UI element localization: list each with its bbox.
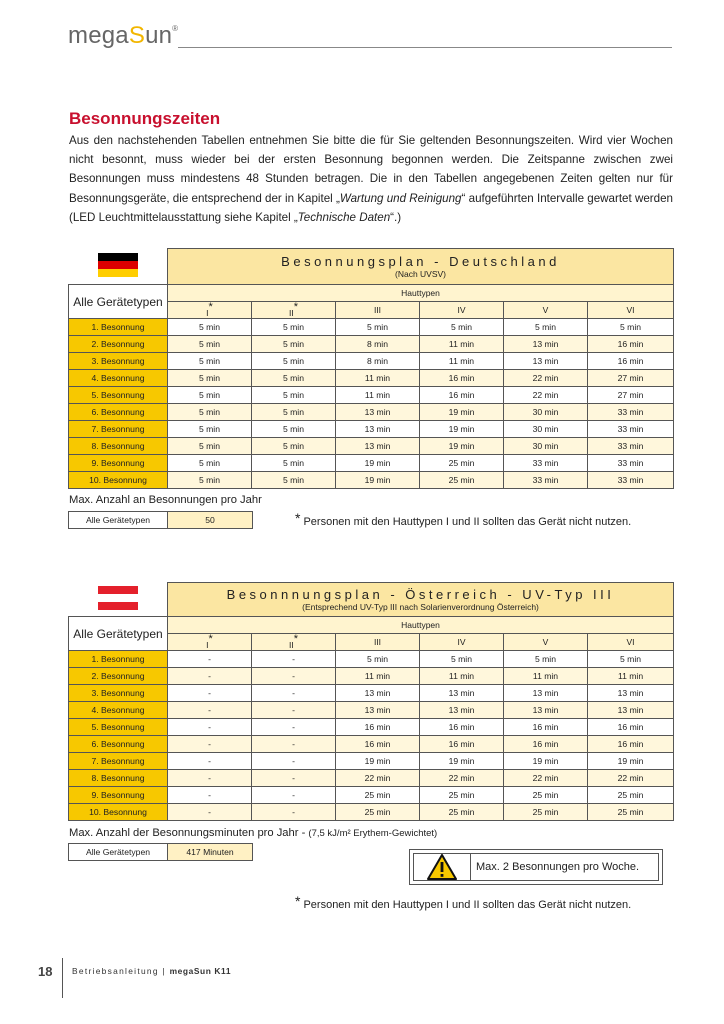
time-cell: 13 min bbox=[504, 353, 588, 370]
hauttyp-label: I bbox=[206, 307, 209, 318]
time-cell: 16 min bbox=[420, 370, 504, 387]
table-row bbox=[69, 702, 674, 719]
time-cell: - bbox=[252, 719, 336, 736]
footnote-star: * bbox=[295, 510, 301, 526]
time-cell: 5 min bbox=[168, 404, 252, 421]
table-subtitle: (Entsprechend UV-Typ III nach Solarienverordnung Österreich) bbox=[302, 602, 539, 612]
besonnung-label: 10. Besonnung bbox=[69, 472, 168, 489]
time-cell: 33 min bbox=[504, 472, 588, 489]
intro-text-3: “.) bbox=[390, 210, 402, 224]
time-cell: 5 min bbox=[252, 404, 336, 421]
logo-reg-mark: ® bbox=[172, 24, 179, 33]
summary-table-at bbox=[68, 843, 253, 861]
table-row bbox=[69, 336, 674, 353]
besonnung-label: 5. Besonnung bbox=[69, 719, 168, 736]
time-cell: 16 min bbox=[504, 736, 588, 753]
time-cell: 16 min bbox=[588, 353, 674, 370]
time-cell: 5 min bbox=[252, 336, 336, 353]
hauttypen-header: Hauttypen bbox=[168, 285, 674, 302]
time-cell: 5 min bbox=[504, 651, 588, 668]
time-cell: 19 min bbox=[588, 753, 674, 770]
time-cell: - bbox=[168, 787, 252, 804]
table-subtitle: (Nach UVSV) bbox=[395, 269, 447, 279]
time-cell: - bbox=[252, 753, 336, 770]
time-cell: 16 min bbox=[420, 719, 504, 736]
time-cell: 19 min bbox=[336, 472, 420, 489]
table-row bbox=[69, 472, 674, 489]
time-cell: 33 min bbox=[588, 438, 674, 455]
table-title-cell bbox=[168, 249, 674, 285]
time-cell: 5 min bbox=[252, 472, 336, 489]
time-cell: 11 min bbox=[336, 387, 420, 404]
table-row bbox=[69, 387, 674, 404]
time-cell: 5 min bbox=[588, 651, 674, 668]
time-cell: 16 min bbox=[588, 336, 674, 353]
table-body bbox=[69, 319, 674, 489]
time-cell: 33 min bbox=[588, 404, 674, 421]
time-cell: 25 min bbox=[420, 804, 504, 821]
table-row bbox=[69, 685, 674, 702]
time-cell: 30 min bbox=[504, 438, 588, 455]
table-deutschland bbox=[68, 248, 674, 489]
time-cell: 5 min bbox=[252, 387, 336, 404]
besonnung-label: 3. Besonnung bbox=[69, 353, 168, 370]
time-cell: 13 min bbox=[336, 421, 420, 438]
time-cell: 5 min bbox=[252, 421, 336, 438]
time-cell: 16 min bbox=[336, 736, 420, 753]
table-row bbox=[69, 753, 674, 770]
besonnung-label: 7. Besonnung bbox=[69, 421, 168, 438]
time-cell: - bbox=[168, 668, 252, 685]
hauttyp-header bbox=[168, 634, 252, 651]
time-cell: 16 min bbox=[588, 719, 674, 736]
time-cell: 25 min bbox=[336, 804, 420, 821]
time-cell: 11 min bbox=[420, 353, 504, 370]
hauttyp-label: II bbox=[288, 307, 294, 318]
time-cell: 5 min bbox=[168, 438, 252, 455]
besonnung-label: 6. Besonnung bbox=[69, 736, 168, 753]
hauttyp-label: VI bbox=[626, 637, 635, 647]
hauttyp-label: VI bbox=[626, 305, 635, 315]
time-cell: 13 min bbox=[420, 685, 504, 702]
megasun-logo bbox=[68, 22, 178, 50]
time-cell: - bbox=[168, 753, 252, 770]
time-cell: 27 min bbox=[588, 387, 674, 404]
table-row bbox=[69, 736, 674, 753]
table-row bbox=[69, 370, 674, 387]
table-row bbox=[69, 421, 674, 438]
time-cell: - bbox=[168, 651, 252, 668]
besonnung-label: 8. Besonnung bbox=[69, 770, 168, 787]
section-heading: Besonnungszeiten bbox=[69, 109, 221, 128]
time-cell: 19 min bbox=[504, 753, 588, 770]
besonnung-label: 9. Besonnung bbox=[69, 455, 168, 472]
table-body bbox=[69, 651, 674, 821]
time-cell: 13 min bbox=[420, 702, 504, 719]
intro-ref-wartung: Wartung und Reinigung bbox=[339, 191, 462, 205]
time-cell: 25 min bbox=[588, 804, 674, 821]
table-row bbox=[69, 455, 674, 472]
time-cell: 5 min bbox=[168, 421, 252, 438]
summary-label-unit: (7,5 kJ/m² Erythem-Gewichtet) bbox=[308, 828, 438, 839]
time-cell: 22 min bbox=[504, 770, 588, 787]
time-cell: 27 min bbox=[588, 370, 674, 387]
table-row bbox=[69, 438, 674, 455]
time-cell: 16 min bbox=[504, 719, 588, 736]
header-rule bbox=[178, 47, 672, 48]
summary-label-de: Max. Anzahl an Besonnungen pro Jahr bbox=[69, 494, 262, 506]
time-cell: 16 min bbox=[588, 736, 674, 753]
time-cell: 30 min bbox=[504, 404, 588, 421]
time-cell: - bbox=[252, 651, 336, 668]
time-cell: 8 min bbox=[336, 353, 420, 370]
time-cell: - bbox=[252, 736, 336, 753]
time-cell: 13 min bbox=[588, 702, 674, 719]
hauttyp-header bbox=[504, 302, 588, 319]
time-cell: 5 min bbox=[336, 651, 420, 668]
hauttyp-star: * bbox=[208, 632, 213, 645]
time-cell: 11 min bbox=[504, 668, 588, 685]
time-cell: 11 min bbox=[336, 370, 420, 387]
time-cell: 25 min bbox=[504, 787, 588, 804]
hauttyp-header bbox=[336, 302, 420, 319]
hauttyp-header bbox=[168, 302, 252, 319]
time-cell: 5 min bbox=[420, 651, 504, 668]
summary-label-at bbox=[69, 827, 437, 839]
hauttyp-header bbox=[588, 634, 674, 651]
besonnung-label: 4. Besonnung bbox=[69, 702, 168, 719]
austria-flag-icon bbox=[98, 586, 138, 610]
time-cell: - bbox=[252, 787, 336, 804]
time-cell: 25 min bbox=[420, 472, 504, 489]
hauttyp-label: IV bbox=[457, 637, 466, 647]
time-cell: 5 min bbox=[168, 455, 252, 472]
summary-table-de bbox=[68, 511, 253, 529]
time-cell: 5 min bbox=[168, 472, 252, 489]
intro-ref-technische-daten: Technische Daten bbox=[297, 210, 391, 224]
time-cell: 16 min bbox=[336, 719, 420, 736]
time-cell: 25 min bbox=[336, 787, 420, 804]
time-cell: 13 min bbox=[336, 438, 420, 455]
hauttyp-header bbox=[252, 302, 336, 319]
hauttyp-label: IV bbox=[457, 305, 466, 315]
table-row bbox=[69, 319, 674, 336]
time-cell: 19 min bbox=[336, 455, 420, 472]
footnote-star: * bbox=[295, 893, 301, 909]
footer-doc: Betriebsanleitung bbox=[72, 966, 159, 976]
logo-text-s: S bbox=[128, 22, 146, 49]
besonnung-label: 8. Besonnung bbox=[69, 438, 168, 455]
besonnung-label: 4. Besonnung bbox=[69, 370, 168, 387]
intro-text-2: “ aufgeführten Intervalle gewartet werden (LED Leuchtmittelausstattung siehe Kapitel „ bbox=[69, 191, 673, 224]
hauttyp-label: III bbox=[373, 637, 382, 647]
hauttyp-star: * bbox=[293, 632, 298, 645]
time-cell: 5 min bbox=[168, 336, 252, 353]
besonnung-label: 2. Besonnung bbox=[69, 336, 168, 353]
hauttyp-header bbox=[588, 302, 674, 319]
summary-value: 417 Minuten bbox=[168, 844, 253, 861]
time-cell: 5 min bbox=[252, 438, 336, 455]
besonnung-label: 1. Besonnung bbox=[69, 651, 168, 668]
footnote-text: Personen mit den Hauttypen I und II sollten das Gerät nicht nutzen. bbox=[303, 899, 632, 911]
time-cell: 5 min bbox=[168, 387, 252, 404]
hauttypen-header: Hauttypen bbox=[168, 617, 674, 634]
summary-label-main: Max. Anzahl der Besonnungsminuten pro Jahr - bbox=[69, 827, 309, 839]
summary-value: 50 bbox=[168, 512, 253, 529]
time-cell: 5 min bbox=[252, 455, 336, 472]
logo-text-mega: mega bbox=[68, 22, 129, 49]
time-cell: 22 min bbox=[504, 387, 588, 404]
time-cell: 25 min bbox=[420, 455, 504, 472]
time-cell: - bbox=[252, 770, 336, 787]
time-cell: 25 min bbox=[420, 787, 504, 804]
alle-geraetetypen-header: Alle Gerätetypen bbox=[69, 285, 168, 319]
time-cell: 19 min bbox=[420, 438, 504, 455]
time-cell: - bbox=[252, 804, 336, 821]
time-cell: 13 min bbox=[504, 685, 588, 702]
time-cell: 13 min bbox=[588, 685, 674, 702]
logo-text-un: un bbox=[145, 22, 173, 49]
time-cell: 25 min bbox=[588, 787, 674, 804]
time-cell: 5 min bbox=[252, 319, 336, 336]
flag-cell bbox=[69, 583, 168, 617]
footer-sep: | bbox=[158, 966, 170, 976]
time-cell: 5 min bbox=[252, 370, 336, 387]
time-cell: - bbox=[252, 702, 336, 719]
time-cell: 5 min bbox=[420, 319, 504, 336]
time-cell: - bbox=[168, 804, 252, 821]
table-row bbox=[69, 353, 674, 370]
page-number: 18 bbox=[38, 964, 53, 979]
time-cell: - bbox=[252, 668, 336, 685]
hauttyp-label: II bbox=[288, 639, 294, 650]
germany-flag-icon bbox=[98, 253, 138, 277]
hauttyp-label: I bbox=[206, 639, 209, 650]
intro-paragraph bbox=[69, 131, 673, 227]
table-title: Besonnnungsplan - Österreich - UV-Typ III bbox=[226, 587, 615, 602]
hauttyp-header bbox=[504, 634, 588, 651]
time-cell: 19 min bbox=[420, 753, 504, 770]
time-cell: 5 min bbox=[168, 319, 252, 336]
hauttyp-label: V bbox=[542, 637, 549, 647]
hauttyp-star: * bbox=[293, 300, 298, 313]
time-cell: - bbox=[168, 736, 252, 753]
time-cell: 33 min bbox=[588, 455, 674, 472]
table-oesterreich bbox=[68, 582, 674, 821]
besonnung-label: 5. Besonnung bbox=[69, 387, 168, 404]
time-cell: 5 min bbox=[504, 319, 588, 336]
hauttyp-label: V bbox=[542, 305, 549, 315]
besonnung-label: 10. Besonnung bbox=[69, 804, 168, 821]
time-cell: 11 min bbox=[420, 668, 504, 685]
time-cell: 16 min bbox=[420, 387, 504, 404]
summary-key: Alle Gerätetypen bbox=[69, 844, 168, 861]
besonnung-label: 7. Besonnung bbox=[69, 753, 168, 770]
time-cell: 22 min bbox=[504, 370, 588, 387]
hauttyp-header bbox=[420, 634, 504, 651]
besonnung-label: 6. Besonnung bbox=[69, 404, 168, 421]
table-row bbox=[69, 787, 674, 804]
table-row bbox=[69, 404, 674, 421]
time-cell: 19 min bbox=[420, 421, 504, 438]
alle-geraetetypen-header: Alle Gerätetypen bbox=[69, 617, 168, 651]
time-cell: 19 min bbox=[336, 753, 420, 770]
footnote-text: Personen mit den Hauttypen I und II sollten das Gerät nicht nutzen. bbox=[303, 516, 632, 528]
intro-text-1: Aus den nachstehenden Tabellen entnehmen Sie bitte die für Sie geltenden Besonnungszeiten. Wird vier Wochen nicht besonnt, muss wieder bei der ersten Besonnung begonnen werden. Die Zeitspanne zwischen zwei Besonnungen muss mindestens 48 Stunden betragen. Die in den Tabellen angegebenen Zeiten gelten nur für Besonnungsgeräte, die entsprechend der in Kapitel „ bbox=[69, 134, 673, 205]
footer-divider bbox=[62, 958, 63, 998]
time-cell: - bbox=[168, 685, 252, 702]
time-cell: - bbox=[168, 702, 252, 719]
time-cell: 13 min bbox=[504, 336, 588, 353]
besonnung-label: 3. Besonnung bbox=[69, 685, 168, 702]
time-cell: 5 min bbox=[588, 319, 674, 336]
time-cell: 13 min bbox=[336, 404, 420, 421]
time-cell: 33 min bbox=[588, 472, 674, 489]
table-title-cell bbox=[168, 583, 674, 617]
time-cell: - bbox=[252, 685, 336, 702]
time-cell: - bbox=[168, 719, 252, 736]
time-cell: 16 min bbox=[420, 736, 504, 753]
hauttyp-header bbox=[252, 634, 336, 651]
time-cell: 5 min bbox=[336, 319, 420, 336]
warning-triangle-icon bbox=[414, 854, 471, 880]
time-cell: 22 min bbox=[588, 770, 674, 787]
table-row bbox=[69, 668, 674, 685]
time-cell: 33 min bbox=[588, 421, 674, 438]
table-row bbox=[69, 804, 674, 821]
time-cell: 11 min bbox=[336, 668, 420, 685]
time-cell: 5 min bbox=[168, 353, 252, 370]
footer-text bbox=[72, 966, 231, 976]
time-cell: 13 min bbox=[504, 702, 588, 719]
besonnung-label: 1. Besonnung bbox=[69, 319, 168, 336]
hauttyp-header bbox=[420, 302, 504, 319]
time-cell: 13 min bbox=[336, 685, 420, 702]
time-cell: 25 min bbox=[504, 804, 588, 821]
time-cell: 22 min bbox=[336, 770, 420, 787]
besonnung-label: 9. Besonnung bbox=[69, 787, 168, 804]
time-cell: - bbox=[168, 770, 252, 787]
time-cell: 33 min bbox=[504, 455, 588, 472]
footnote-at bbox=[295, 895, 631, 911]
table-title: Besonnungsplan - Deutschland bbox=[281, 254, 560, 269]
time-cell: 30 min bbox=[504, 421, 588, 438]
table-row bbox=[69, 719, 674, 736]
hauttyp-label: III bbox=[373, 305, 382, 315]
time-cell: 8 min bbox=[336, 336, 420, 353]
hauttyp-star: * bbox=[208, 300, 213, 313]
time-cell: 5 min bbox=[252, 353, 336, 370]
footnote-de bbox=[295, 512, 631, 528]
table-row bbox=[69, 770, 674, 787]
hauttyp-header bbox=[336, 634, 420, 651]
warning-box bbox=[409, 849, 663, 885]
time-cell: 19 min bbox=[420, 404, 504, 421]
time-cell: 5 min bbox=[168, 370, 252, 387]
footer-model: megaSun K11 bbox=[169, 966, 232, 976]
summary-key: Alle Gerätetypen bbox=[69, 512, 168, 529]
time-cell: 11 min bbox=[420, 336, 504, 353]
flag-cell bbox=[69, 249, 168, 285]
table-row bbox=[69, 651, 674, 668]
warning-text: Max. 2 Besonnungen pro Woche. bbox=[476, 861, 640, 873]
time-cell: 13 min bbox=[336, 702, 420, 719]
besonnung-label: 2. Besonnung bbox=[69, 668, 168, 685]
time-cell: 22 min bbox=[420, 770, 504, 787]
time-cell: 11 min bbox=[588, 668, 674, 685]
